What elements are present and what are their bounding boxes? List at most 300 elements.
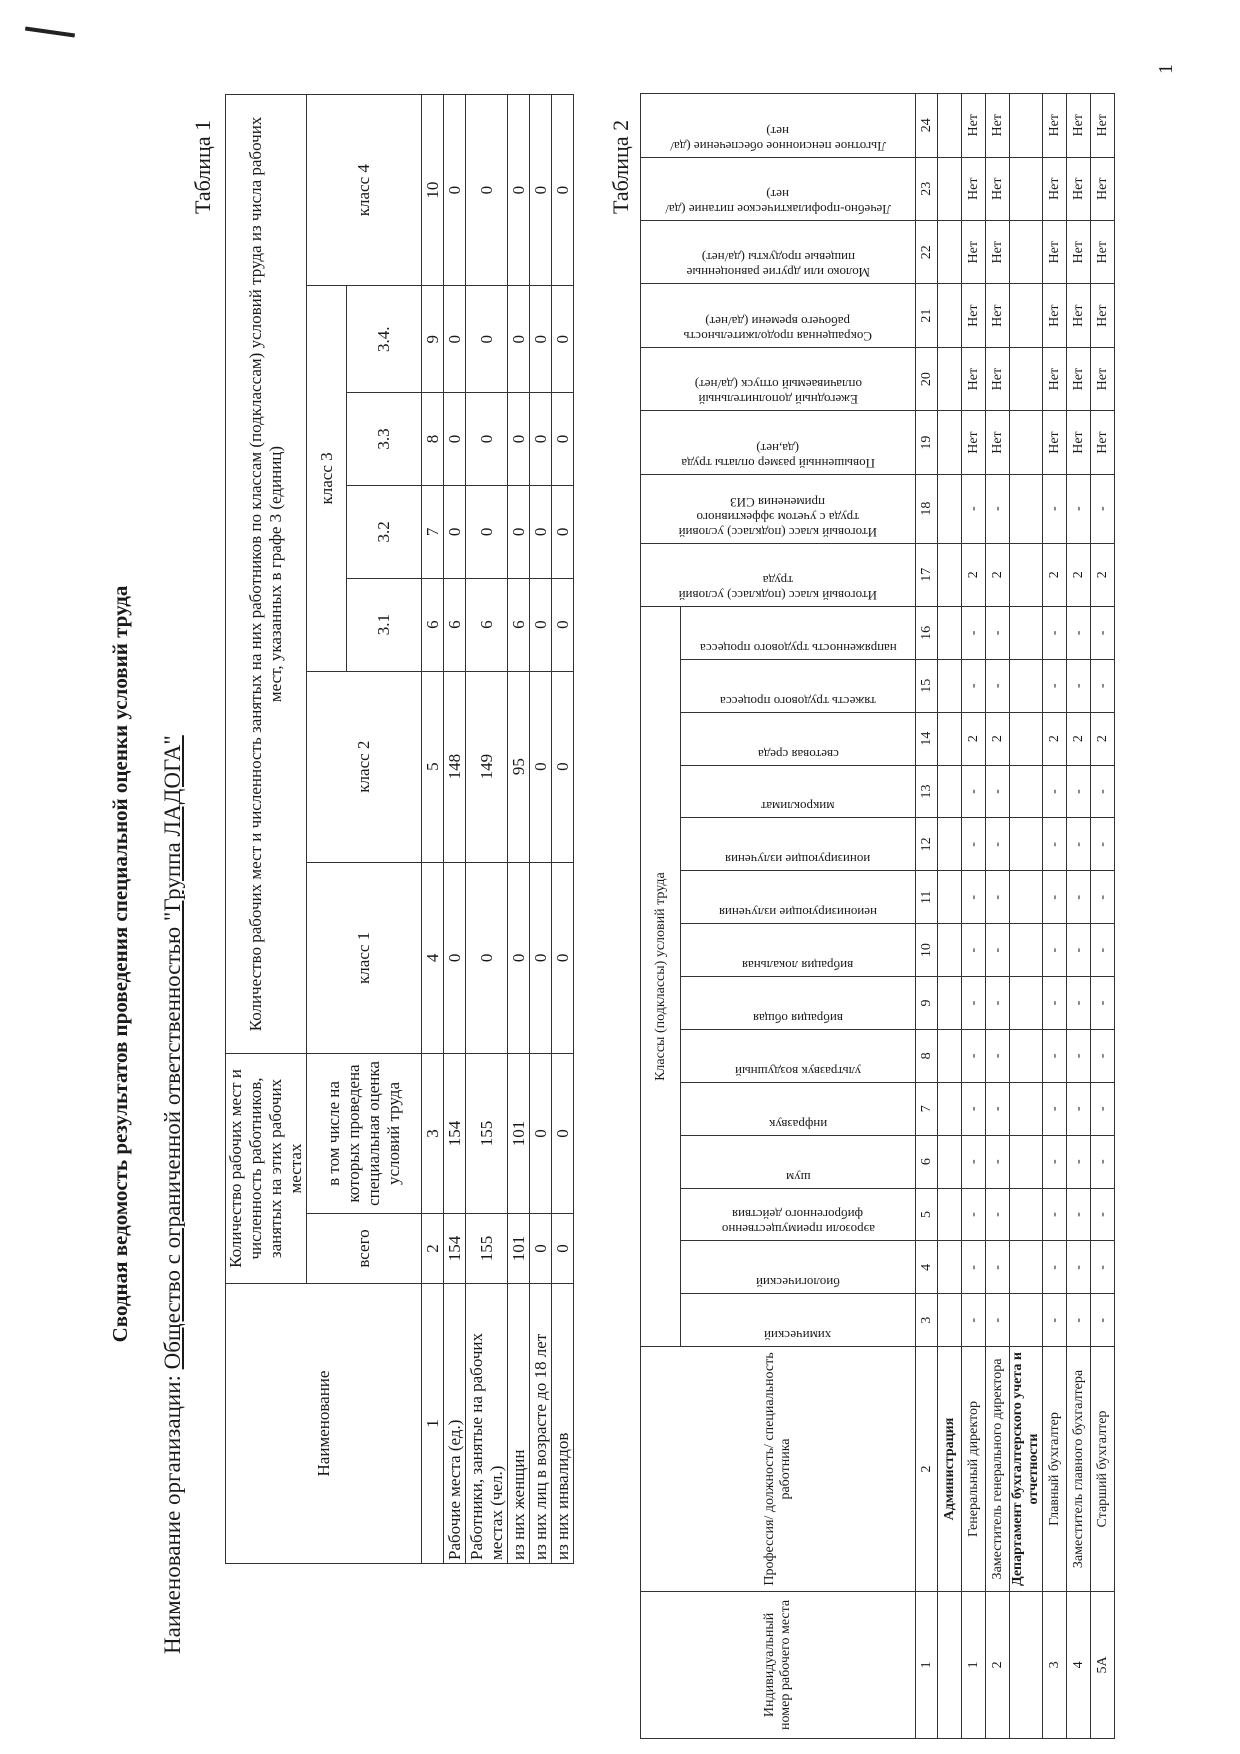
t2-cell: -	[1043, 1294, 1067, 1347]
t2-cell: -	[962, 606, 986, 659]
t2-row-id: 5А	[1091, 1591, 1115, 1738]
t1-cell: 0	[552, 286, 574, 393]
t2-cell: Нет	[1067, 94, 1091, 158]
t2-cell: Нет	[1067, 347, 1091, 410]
t2-section-empty	[1010, 977, 1043, 1030]
t2-header-factor-text: ультразвук воздушный	[734, 1063, 862, 1079]
t2-header-factor-text: химический	[764, 1328, 832, 1344]
t2-header-extra	[641, 543, 916, 606]
t2-header-factor-text: тяжесть трудового процесса	[720, 693, 876, 709]
t2-cell: -	[1043, 1082, 1067, 1135]
t1-header-count: Количество рабочих мест и численность работников, занятых на этих рабочих местах	[226, 1054, 307, 1284]
t2-column-number: 17	[916, 543, 938, 606]
t2-section-empty	[1010, 220, 1043, 283]
t2-cell: -	[1067, 1029, 1091, 1082]
t2-column-number: 1	[916, 1591, 938, 1738]
t1-cell: 154	[444, 1054, 466, 1214]
t1-row	[444, 95, 466, 1564]
t2-cell: -	[1043, 1135, 1067, 1188]
t1-column-number: 4	[422, 862, 444, 1053]
t2-column-number: 16	[916, 606, 938, 659]
t2-cell: -	[1043, 1029, 1067, 1082]
t2-section-empty	[1010, 818, 1043, 871]
t2-header-extra-text: Итоговый класс (подкласс) условий труда с учетом эффективного применения СИЗ	[678, 494, 878, 540]
t2-column-number: 10	[916, 924, 938, 977]
t2-cell: -	[1067, 606, 1091, 659]
t2-cell: Нет	[1043, 411, 1067, 474]
t2-cell: -	[1091, 1188, 1115, 1241]
t2-section-empty	[1010, 474, 1043, 543]
t1-cell: 0	[508, 862, 530, 1053]
t2-cell: -	[1091, 606, 1115, 659]
t2-column-number: 11	[916, 871, 938, 924]
t2-column-number: 9	[916, 977, 938, 1030]
t2-section-empty	[938, 1029, 962, 1082]
t1-cell: 101	[508, 1054, 530, 1214]
t2-column-number: 8	[916, 1029, 938, 1082]
t2-header-extra	[641, 157, 916, 220]
t2-cell: -	[962, 818, 986, 871]
t2-section-empty	[1010, 284, 1043, 347]
scan-mark	[25, 27, 75, 38]
table2-caption: Таблица 2	[608, 119, 633, 214]
t1-column-number: 2	[422, 1214, 444, 1284]
t2-section-row	[938, 94, 962, 1739]
t2-cell: -	[986, 1241, 1010, 1294]
t2-cell: -	[962, 1082, 986, 1135]
t1-cell: 0	[444, 862, 466, 1053]
t2-cell: -	[962, 1241, 986, 1294]
t2-row	[986, 94, 1010, 1739]
t2-section-title: Департамент бухгалтерского учета и отчетности	[1010, 1347, 1043, 1592]
t2-section-empty	[938, 606, 962, 659]
t2-cell: 2	[1043, 712, 1067, 765]
t2-cell: -	[986, 765, 1010, 818]
t2-header-id: Индивидуальный номер рабочего места	[641, 1591, 916, 1738]
t2-row-profession: Заместитель главного бухгалтера	[1067, 1347, 1091, 1592]
t2-cell: -	[962, 1029, 986, 1082]
t1-cell: 0	[552, 578, 574, 671]
t2-cell: -	[962, 871, 986, 924]
t2-cell: -	[1043, 1188, 1067, 1241]
t1-row	[530, 95, 552, 1564]
t1-cell: 0	[466, 862, 508, 1053]
t2-cell: -	[1091, 1029, 1115, 1082]
t1-cell: 0	[530, 1214, 552, 1284]
t1-cell: 155	[466, 1214, 508, 1284]
t2-cell: -	[1067, 1188, 1091, 1241]
t2-cell: Нет	[986, 411, 1010, 474]
t2-header-factor-text: напряженность трудового процесса	[699, 640, 897, 656]
t2-header-factor	[681, 1241, 916, 1294]
t2-header-factor	[681, 924, 916, 977]
t2-section-empty	[938, 543, 962, 606]
t1-cell: 0	[530, 862, 552, 1053]
t2-cell: -	[1067, 924, 1091, 977]
t1-header-3-2: 3.2	[347, 485, 422, 578]
t2-header-extra-text: Молоко или другие равноценные пищевые продукты (да/нет)	[686, 250, 870, 281]
t2-cell: Нет	[1043, 347, 1067, 410]
t2-section-empty	[1010, 659, 1043, 712]
t2-cell: -	[1067, 1241, 1091, 1294]
t1-cell: 6	[508, 578, 530, 671]
t1-cell: 0	[552, 1214, 574, 1284]
t2-section-empty	[938, 347, 962, 410]
t2-section-empty	[1010, 924, 1043, 977]
t2-row	[962, 94, 986, 1739]
t2-header-factor	[681, 606, 916, 659]
t2-cell: -	[1091, 977, 1115, 1030]
t2-header-extra-text: Сокращенная продолжительность рабочего времени (да/нет)	[683, 313, 873, 344]
t2-cell: -	[986, 871, 1010, 924]
t2-section-row	[1010, 94, 1043, 1739]
t2-cell: Нет	[986, 220, 1010, 283]
t2-column-number: 22	[916, 220, 938, 283]
t2-row	[1091, 94, 1115, 1739]
t2-section-empty	[1010, 765, 1043, 818]
t2-row	[1043, 94, 1067, 1739]
t1-cell: 0	[530, 671, 552, 862]
t1-column-number: 9	[422, 286, 444, 393]
t1-header-total: всего	[307, 1214, 422, 1284]
t2-row-profession: Заместитель генерального директора	[986, 1347, 1010, 1592]
t2-cell: -	[962, 1188, 986, 1241]
t1-row	[466, 95, 508, 1564]
t2-header-factor-text: неионизирующие излучения	[719, 905, 877, 921]
t2-cell: 2	[1043, 543, 1067, 606]
t2-cell: -	[1043, 765, 1067, 818]
t1-header-classes: Количество рабочих мест и численность занятых на них работников по классам (подклассам) условий труда из числа рабочих мест, указанных в графе 3 (единиц)	[226, 95, 307, 1054]
t2-section-empty	[938, 1082, 962, 1135]
t1-cell: 0	[444, 286, 466, 393]
t1-cell: 95	[508, 671, 530, 862]
t2-header-classes: Классы (подклассы) условий труда	[641, 606, 681, 1346]
t2-section-empty	[938, 765, 962, 818]
t2-header-extra	[641, 347, 916, 410]
t2-row-id: 4	[1067, 1591, 1091, 1738]
t1-cell: 0	[508, 286, 530, 393]
t2-section-empty	[1010, 1082, 1043, 1135]
t2-cell: -	[1043, 871, 1067, 924]
t2-cell: Нет	[1067, 411, 1091, 474]
t2-section-empty	[938, 659, 962, 712]
t2-cell: -	[986, 1188, 1010, 1241]
t2-cell: -	[1091, 659, 1115, 712]
t2-cell: Нет	[986, 284, 1010, 347]
t2-header-factor-text: микроклимат	[761, 799, 835, 815]
t1-header-3-3: 3.3	[347, 393, 422, 486]
t1-row	[508, 95, 530, 1564]
t1-cell: 149	[466, 671, 508, 862]
t2-column-number: 13	[916, 765, 938, 818]
t1-header-class2: класс 2	[307, 671, 422, 862]
t2-section-empty	[1010, 871, 1043, 924]
t2-cell: Нет	[962, 94, 986, 158]
t1-column-number: 6	[422, 578, 444, 671]
t1-header-class1: класс 1	[307, 862, 422, 1053]
t2-section-empty	[1010, 1029, 1043, 1082]
t1-row	[552, 95, 574, 1564]
t1-header-class4: класс 4	[307, 95, 422, 286]
t2-section-spacer	[1010, 1591, 1043, 1738]
t2-cell: -	[1067, 765, 1091, 818]
t1-cell: 0	[552, 485, 574, 578]
t1-cell: 0	[466, 485, 508, 578]
t2-section-empty	[938, 157, 962, 220]
t2-cell: -	[986, 977, 1010, 1030]
t2-cell: -	[962, 924, 986, 977]
t1-column-number: 3	[422, 1054, 444, 1214]
t1-column-number: 8	[422, 393, 444, 486]
t2-section-empty	[1010, 411, 1043, 474]
t1-cell: 0	[530, 578, 552, 671]
t2-column-number: 18	[916, 474, 938, 543]
t2-cell: Нет	[962, 347, 986, 410]
t2-section-empty	[1010, 1294, 1043, 1347]
t1-cell: 0	[552, 1054, 574, 1214]
t1-cell: 0	[444, 95, 466, 286]
t2-cell: Нет	[962, 284, 986, 347]
t2-header-factor-text: инфразвук	[768, 1116, 828, 1132]
t1-cell: 0	[530, 393, 552, 486]
t2-section-empty	[1010, 712, 1043, 765]
t2-cell: Нет	[1091, 157, 1115, 220]
t2-header-factor-text: световая среда	[757, 746, 839, 762]
t2-cell: Нет	[1043, 94, 1067, 158]
t2-cell: -	[1067, 1294, 1091, 1347]
t2-cell: -	[986, 606, 1010, 659]
t2-section-empty	[1010, 606, 1043, 659]
t2-header-factor-text: ионизирующие излучения	[725, 852, 871, 868]
t2-column-number: 15	[916, 659, 938, 712]
t2-cell: -	[962, 765, 986, 818]
t2-header-extra	[641, 220, 916, 283]
t2-cell: -	[1091, 765, 1115, 818]
t2-column-number: 6	[916, 1135, 938, 1188]
t2-section-empty	[938, 977, 962, 1030]
t2-section-empty	[1010, 1188, 1043, 1241]
t2-header-factor	[681, 659, 916, 712]
t2-section-empty	[938, 411, 962, 474]
t2-cell: -	[986, 1082, 1010, 1135]
t2-column-number: 21	[916, 284, 938, 347]
t2-cell: -	[1043, 924, 1067, 977]
t2-cell: -	[1067, 871, 1091, 924]
t1-cell: 0	[552, 671, 574, 862]
t2-row-id: 3	[1043, 1591, 1067, 1738]
t1-cell: 101	[508, 1214, 530, 1284]
t2-section-empty	[938, 1294, 962, 1347]
t2-header-factor-text: аэрозоли преимущественно фиброгенного действия	[721, 1207, 875, 1238]
t2-header-extra-text: Ежегодный дополнительный оплачиваемый отпуск (да/нет)	[694, 377, 862, 408]
t2-cell: Нет	[1091, 94, 1115, 158]
t2-cell: -	[1043, 659, 1067, 712]
t2-section-title: Администрация	[938, 1347, 962, 1592]
t2-column-number: 5	[916, 1188, 938, 1241]
t1-cell: 6	[444, 578, 466, 671]
t2-section-empty	[938, 1241, 962, 1294]
t1-header-class3: класс 3	[307, 286, 347, 671]
t1-column-number: 7	[422, 485, 444, 578]
t1-header-name: Наименование	[226, 1284, 422, 1564]
t2-header-factor	[681, 712, 916, 765]
t2-cell: 2	[962, 712, 986, 765]
t2-column-number: 2	[916, 1347, 938, 1592]
t2-cell: Нет	[1043, 157, 1067, 220]
t2-cell: -	[962, 659, 986, 712]
t1-cell: 0	[466, 286, 508, 393]
t2-cell: Нет	[1043, 220, 1067, 283]
t1-row-name: Рабочие места (ед.)	[444, 1284, 466, 1564]
t2-row-profession: Старший бухгалтер	[1091, 1347, 1115, 1592]
t2-cell: Нет	[1043, 284, 1067, 347]
t2-cell: -	[962, 977, 986, 1030]
t2-row-profession: Главный бухгалтер	[1043, 1347, 1067, 1592]
t2-cell: -	[962, 1135, 986, 1188]
t2-cell: 2	[1091, 712, 1115, 765]
t2-section-empty	[938, 871, 962, 924]
t1-cell: 6	[466, 578, 508, 671]
t2-cell: -	[986, 1294, 1010, 1347]
t2-header-factor	[681, 1188, 916, 1241]
t2-cell: -	[986, 659, 1010, 712]
t2-header-factor	[681, 765, 916, 818]
t1-header-assessed: в том числе на которых проведена специальная оценка условий труда	[307, 1054, 422, 1214]
t2-cell: Нет	[1067, 284, 1091, 347]
t2-cell: -	[1067, 818, 1091, 871]
t2-column-number: 19	[916, 411, 938, 474]
t2-cell: Нет	[986, 157, 1010, 220]
t2-cell: -	[986, 1029, 1010, 1082]
t1-cell: 0	[508, 95, 530, 286]
t2-cell: Нет	[962, 157, 986, 220]
t2-header-extra	[641, 411, 916, 474]
t2-cell: Нет	[1091, 220, 1115, 283]
t2-column-number: 23	[916, 157, 938, 220]
t2-cell: -	[1091, 818, 1115, 871]
t1-cell: 154	[444, 1214, 466, 1284]
t2-cell: 2	[1091, 543, 1115, 606]
t1-cell: 155	[466, 1054, 508, 1214]
document-title: Сводная ведомость результатов проведения специальной оценки условий труда	[108, 585, 132, 1343]
t1-header-3-1: 3.1	[347, 578, 422, 671]
t1-row-name: из них инвалидов	[552, 1284, 574, 1564]
t2-header-extra-text: Повышенный размер оплаты труда (да,нет)	[681, 440, 875, 471]
t2-header-extra	[641, 474, 916, 543]
t2-section-empty	[938, 1188, 962, 1241]
t2-cell: -	[1067, 977, 1091, 1030]
t2-cell: -	[962, 1294, 986, 1347]
t1-cell: 0	[466, 95, 508, 286]
t2-section-empty	[1010, 1135, 1043, 1188]
t1-cell: 0	[552, 862, 574, 1053]
t2-cell: Нет	[1091, 347, 1115, 410]
t2-cell: -	[1067, 1135, 1091, 1188]
t1-column-number: 5	[422, 671, 444, 862]
t2-cell: Нет	[986, 347, 1010, 410]
table1-caption: Таблица 1	[190, 119, 215, 214]
organization-line	[160, 735, 186, 1654]
t2-section-empty	[938, 924, 962, 977]
t1-cell: 0	[466, 393, 508, 486]
t1-column-number: 10	[422, 95, 444, 286]
t2-cell: Нет	[962, 220, 986, 283]
t2-header-factor	[681, 1294, 916, 1347]
t2-cell: -	[1091, 1241, 1115, 1294]
workplace-table	[640, 93, 1115, 1739]
t2-section-spacer	[938, 1591, 962, 1738]
t2-cell: -	[1091, 871, 1115, 924]
t2-cell: -	[1091, 1294, 1115, 1347]
t2-cell: -	[986, 818, 1010, 871]
org-name: Общество с ограниченной ответственностью "Группа ЛАДОГА"	[160, 735, 185, 1370]
t2-cell: -	[1091, 1135, 1115, 1188]
t2-header-factor	[681, 1029, 916, 1082]
t2-header-factor	[681, 818, 916, 871]
t1-column-numbers	[422, 95, 444, 1564]
t1-cell: 0	[508, 393, 530, 486]
t2-row-id: 1	[962, 1591, 986, 1738]
t1-cell: 0	[530, 286, 552, 393]
t2-section-empty	[938, 220, 962, 283]
t2-section-empty	[938, 818, 962, 871]
t2-cell: -	[1043, 606, 1067, 659]
summary-table	[225, 94, 574, 1564]
t1-cell: 0	[552, 95, 574, 286]
t2-cell: -	[1067, 474, 1091, 543]
t2-cell: 2	[986, 712, 1010, 765]
t2-cell: -	[1043, 977, 1067, 1030]
t2-cell: Нет	[986, 94, 1010, 158]
t2-header-profession: Профессия/ должность/ специальность работника	[641, 1347, 916, 1592]
t2-cell: 2	[962, 543, 986, 606]
t2-header-factor	[681, 871, 916, 924]
t2-cell: -	[1091, 1082, 1115, 1135]
t1-cell: 0	[444, 485, 466, 578]
t2-cell: -	[1067, 659, 1091, 712]
t1-cell: 0	[530, 95, 552, 286]
t2-section-empty	[938, 284, 962, 347]
t2-header-extra-text: Лечебно-профилактическое питание (да/нет)	[665, 186, 891, 217]
t2-section-empty	[1010, 347, 1043, 410]
t2-section-empty	[1010, 157, 1043, 220]
t2-header-factor-text: вибрация локальная	[742, 958, 854, 974]
t1-header-3-4: 3.4.	[347, 286, 422, 393]
t2-section-empty	[938, 1135, 962, 1188]
t2-cell: -	[1043, 818, 1067, 871]
t2-cell: -	[1067, 1082, 1091, 1135]
t2-cell: -	[1091, 924, 1115, 977]
t2-row	[1067, 94, 1091, 1739]
t2-row-id: 2	[986, 1591, 1010, 1738]
t2-column-number: 12	[916, 818, 938, 871]
t2-section-empty	[938, 94, 962, 158]
t2-header-factor-text: биологический	[756, 1275, 840, 1291]
t2-column-number: 4	[916, 1241, 938, 1294]
t1-column-number: 1	[422, 1284, 444, 1564]
t2-cell: 2	[986, 543, 1010, 606]
t2-column-number: 14	[916, 712, 938, 765]
t2-column-number: 7	[916, 1082, 938, 1135]
t2-header-factor-text: шум	[785, 1169, 811, 1185]
t2-cell: Нет	[962, 411, 986, 474]
t2-column-number: 3	[916, 1294, 938, 1347]
t1-cell: 0	[444, 393, 466, 486]
t2-cell: -	[1091, 474, 1115, 543]
t2-cell: Нет	[1091, 411, 1115, 474]
t2-column-number: 20	[916, 347, 938, 410]
t1-cell: 0	[508, 485, 530, 578]
